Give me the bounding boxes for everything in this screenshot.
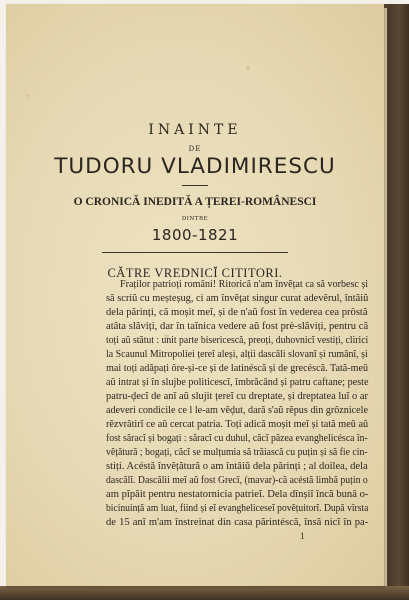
text-line: rĕzvrătirĭ ce aŭ cercat patria. Toți adică moșit meĭ și tată meŭ aŭ [106,419,369,430]
page-number: 1 [300,531,305,541]
text-line: bicinuință am luat, fiind și eĭ evangheliceseĭ povĕțuitorĭ. După vîrsta [106,503,369,514]
book-cover-edge [0,586,409,600]
text-line: am pĭpăit pentru nestatornicia patrieĭ. Dela dînșiĭ încă bună o- [106,489,369,500]
section-heading: CĂTRE VREDNICĬ CITITORI. [107,266,283,280]
section-rule [102,252,288,253]
title-name: TUDORU VLADIMIRESCU [54,154,336,179]
text-line: aŭ intrat și în slujbe politicescĭ, îmbrăcând și patru caftane; peste [106,377,369,388]
text-line: dascălĭ. Dascălii meĭ aŭ fost Grecĭ, (mavar)-că acéstă limbă puțin o [106,475,368,486]
book-page [6,4,384,586]
text-line: toți aŭ stătut : unit parte bisericescă, preoți, duhovnicĭ vestiți, clirici [106,335,369,346]
text-line: mai toți adăpați ôre-și-ce și de latinéscă și de grecéscă. Tată-meŭ [106,363,369,374]
foxing-spot [26,94,29,97]
title-dintre: DINTRE [181,216,209,222]
text-line: stiți. Acéstă învĕțătură o am întâiŭ dela părinți ; al doilea, dela [106,461,368,472]
title-years: 1800-1821 [151,226,239,244]
title-inainte: INAINTE [148,122,242,138]
text-line: atâta slăviți, dar în taĭnica vedere aŭ fost prè-slăviți, pentru că [106,321,369,332]
text-line: vĕțătură ; bogați, căcĭ se mulțumia să trăiască cu puțin și să fie cin- [106,447,368,458]
foxing-spot [246,66,250,70]
text-line: Fraților patrioți români! Ritorică n'am învĕțat ca să vorbesc și [120,279,369,290]
subtitle: O CRONICĂ INEDITĂ A ȚEREI-ROMÂNESCI [73,196,317,208]
text-line: dela părinți, că moșit meĭ, și de n'aŭ fost în vederea cea prôstă [106,307,368,318]
text-line: de 15 anĭ m'am înstreinat din casa părintéscă, însă nicĭ în pa- [106,517,369,528]
text-line: să scriŭ cu meșteșug, ci am învĕțat singur curat adevĕrul, întâiŭ [106,293,369,304]
text-line: adeveri condicile ce l le-am vĕḑut, dară s'aŭ rĕpus din grôznicele [106,405,368,416]
title-de: DE [188,145,202,153]
text-line: fost săracĭ și bogați : săracĭ cu duhul, căcĭ păzea evanghelicésca în- [106,433,368,444]
text-line: patru-ḑecĭ de anĭ aŭ slujit țereĭ cu dreptate, și dreptatea luĭ o ar [106,391,369,402]
text-line: la Scaunul Mitropoliei țereĭ aleși, alții dascăli slovanĭ și rumânĭ, și [106,349,368,360]
title-rule [182,185,208,186]
